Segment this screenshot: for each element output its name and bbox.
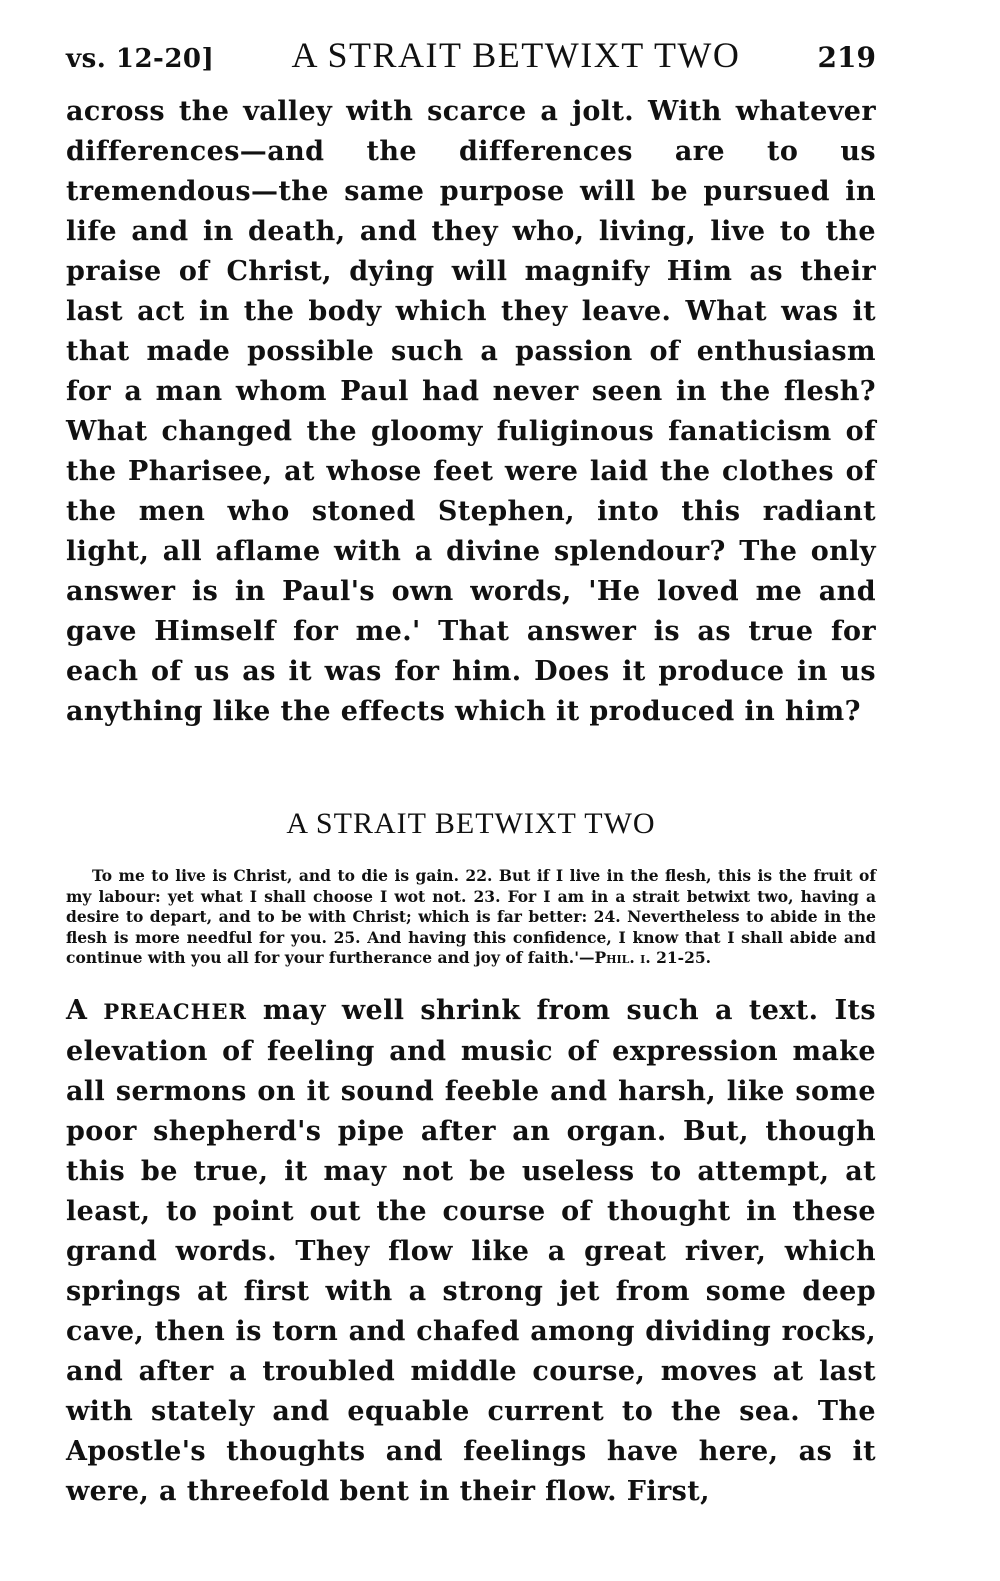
epigraph-source: Phil. i. 21-25.	[594, 948, 712, 967]
lead-initial: A	[66, 994, 88, 1026]
page-number: 219	[817, 41, 876, 74]
book-page	[66, 34, 876, 1512]
section-heading: A STRAIT BETWIXT TWO	[286, 807, 656, 840]
opening-paragraph-text: may well shrink from such a text. Its elevation of feeling and music of expression make all sermons on it sound feeble and harsh, like some poor shepherd's pipe after an organ. But, though this be true, it may not be useless to attempt, at least, to point out the course of thought in these grand words. They flow like a great river, which springs at first with a strong jet from some deep cave, then is torn and chafed among dividing rocks, and after a troubled middle course, moves at last with stately and equable current to the sea. The Apostle's thoughts and feelings have here, as it were, a threefold bent in their flow. First,	[66, 994, 876, 1507]
continued-paragraph: across the valley with scarce a jolt. With whatever differences—and the differences are to us tremendous—the same purpose will be pursued in life and in death, and they who, living, live to the praise of Christ, dying will magnify Him as their last act in the body which they leave. What was it that made possible such a passion of enthusiasm for a man whom Paul had never seen in the flesh? What changed the gloomy fuliginous fanaticism of the Pharisee, at whose feet were laid the clothes of the men who stoned Stephen, into this radiant light, all aflame with a divine splendour? The only answer is in Paul's own words, 'He loved me and gave Himself for me.' That answer is as true for each of us as it was for him. Does it produce in us anything like the effects which it produced in him?	[66, 96, 876, 727]
lead-smallcaps: PREACHER	[103, 998, 247, 1024]
running-head	[66, 34, 876, 86]
running-head-verses: vs. 12-20]	[66, 44, 215, 74]
epigraph-text: To me to live is Christ, and to die is gain. 22. But if I live in the flesh, this is the fruit of my labour: yet what I shall choose I wot not. 23. For I am in a strait betwixt two, having a desire to depart, and to be with Christ; which is far better: 24. Nevertheless to abide in the flesh is more needful for you. 25. And having this confidence, I know that I shall abide and continue with you all for your furtherance and joy of faith.'—	[66, 866, 876, 967]
scripture-epigraph	[66, 866, 876, 969]
running-head-title: A STRAIT BETWIXT TWO	[291, 35, 741, 75]
opening-paragraph	[66, 991, 876, 1512]
